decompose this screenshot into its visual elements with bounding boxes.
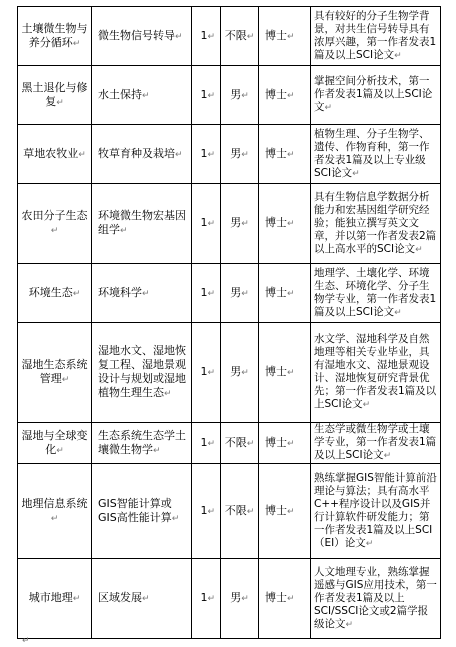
requirement-cell	[311, 66, 441, 125]
paragraph-mark: ↵	[345, 619, 354, 630]
degree-cell	[259, 559, 311, 639]
degree-cell	[259, 464, 311, 559]
paragraph-mark: ↵	[246, 506, 255, 517]
requirement-text: 生态学或微生物学或土壤学专业，第一作者发表1篇及以上SCI论文	[314, 423, 437, 461]
degree-cell	[259, 184, 311, 264]
count-cell	[192, 7, 221, 66]
paragraph-mark: ↵	[241, 288, 249, 299]
paragraph-mark: ↵	[72, 38, 81, 49]
requirement-cell	[311, 559, 441, 639]
paragraph-mark: ↵	[246, 31, 255, 42]
count-text: 1	[200, 216, 208, 229]
paragraph-mark: ↵	[175, 31, 183, 42]
gender-cell	[221, 264, 259, 323]
direction-cell	[92, 323, 192, 423]
requirement-text: 具有生物信息学数据分析能力和宏基因组学研究经验；能独立撰写英文文章，并以第一作者发表2篇以上高水平的SCI论文	[314, 190, 437, 255]
field-cell	[18, 559, 92, 639]
degree-cell	[259, 423, 311, 464]
paragraph-mark: ↵	[72, 594, 81, 604]
paragraph-mark: ↵	[287, 149, 295, 160]
direction-cell	[92, 464, 192, 559]
gender-text: 男	[230, 87, 242, 101]
gender-text: 不限	[224, 435, 247, 449]
requirement-cell	[311, 125, 441, 184]
field-cell	[18, 7, 92, 66]
gender-text: 男	[230, 365, 242, 378]
table-body	[18, 7, 441, 639]
degree-text: 博士	[265, 87, 287, 101]
degree-text: 博士	[265, 216, 287, 229]
requirement-text: 植物生理、分子生物学、遗传、作物育种，第一作者发表1篇及以上专业级SCI论文	[314, 127, 430, 179]
paragraph-mark: ↵	[61, 375, 70, 385]
paragraph-mark: ↵	[287, 506, 295, 517]
count-cell	[192, 464, 221, 559]
degree-cell	[259, 66, 311, 125]
count-text: 1	[200, 285, 208, 299]
degree-text: 博士	[265, 146, 287, 160]
gender-text: 男	[230, 216, 242, 229]
requirement-cell	[311, 264, 441, 323]
count-cell	[192, 323, 221, 423]
direction-cell	[92, 66, 192, 125]
paragraph-mark: ↵	[175, 149, 183, 160]
degree-text: 博士	[265, 435, 287, 449]
paragraph-mark: ↵	[207, 438, 215, 449]
gender-cell	[221, 125, 259, 184]
paragraph-mark: ↵	[287, 219, 295, 229]
direction-cell	[92, 559, 192, 639]
paragraph-mark: ↵	[287, 90, 295, 101]
requirement-cell	[311, 184, 441, 264]
paragraph-mark: ↵	[72, 288, 81, 299]
degree-cell	[259, 125, 311, 184]
degree-cell	[259, 264, 311, 323]
field-text: 环境生态	[28, 285, 73, 299]
requirement-text: 掌握空间分析技术，第一作者发表1篇及以上SCI论文	[314, 75, 433, 113]
gender-cell	[221, 323, 259, 423]
table-row	[18, 423, 441, 464]
paragraph-mark: ↵	[394, 50, 402, 61]
table-row	[18, 125, 441, 184]
gender-cell	[221, 423, 259, 464]
requirement-cell	[311, 323, 441, 423]
field-cell	[18, 464, 92, 559]
requirement-text: 熟练掌握GIS智能计算前沿理论与算法；具有高水平C++程序设计以及GIS并行计算软件研发能力；第一作者发表1篇及以上SCI（EI）论文	[314, 471, 437, 549]
paragraph-mark: ↵	[207, 288, 215, 299]
gender-text: 不限	[224, 503, 247, 517]
paragraph-mark: ↵	[142, 288, 150, 299]
direction-cell	[92, 184, 192, 264]
requirement-cell	[311, 423, 441, 464]
direction-text: 生态系统生态学土壤微生物学	[98, 428, 186, 456]
field-text: 地理信息系统	[21, 496, 88, 510]
paragraph-mark: ↵	[394, 307, 402, 318]
count-text: 1	[200, 365, 208, 378]
gender-text: 不限	[224, 28, 247, 42]
paragraph-mark: ↵	[153, 445, 161, 456]
direction-text: 区域发展	[98, 591, 142, 604]
field-cell	[18, 264, 92, 323]
requirement-cell	[311, 464, 441, 559]
paragraph-mark: ↵	[287, 288, 295, 299]
field-text: 草地农牧业	[23, 146, 79, 160]
degree-text: 博士	[265, 591, 287, 604]
paragraph-mark: ↵	[415, 244, 423, 255]
paragraph-mark: ↵	[287, 438, 295, 449]
gender-cell	[221, 559, 259, 639]
paragraph-mark: ↵	[241, 594, 249, 604]
table-row	[18, 559, 441, 639]
count-text: 1	[200, 591, 208, 604]
paragraph-mark: ↵	[207, 31, 215, 42]
table-row	[18, 264, 441, 323]
count-text: 1	[200, 435, 208, 449]
paragraph-mark: ↵	[207, 594, 215, 604]
direction-cell	[92, 125, 192, 184]
paragraph-mark: ↵	[241, 90, 249, 101]
direction-cell	[92, 7, 192, 66]
direction-text: 环境科学	[98, 285, 142, 299]
recruitment-table	[17, 6, 441, 639]
count-cell	[192, 423, 221, 464]
field-text: 黑土退化与修复	[21, 80, 88, 108]
paragraph-mark: ↵	[287, 368, 295, 378]
paragraph-mark: ↵	[164, 389, 172, 399]
table-row	[18, 464, 441, 559]
degree-text: 博士	[265, 28, 287, 42]
paragraph-mark: ↵	[142, 90, 150, 101]
direction-text: 微生物信号转导	[98, 28, 175, 42]
direction-text: 环境微生物宏基因组学	[98, 209, 186, 236]
table-row	[18, 184, 441, 264]
paragraph-mark: ↵	[78, 149, 86, 160]
count-text: 1	[200, 87, 208, 101]
paragraph-mark: ↵	[207, 219, 215, 229]
paragraph-mark: ↵	[207, 149, 215, 160]
requirement-text: 具有较好的分子生物学背景，对共生信号转导具有浓厚兴趣，第一作者发表1篇及以上SCI论文	[314, 9, 437, 61]
direction-cell	[92, 423, 192, 464]
count-cell	[192, 66, 221, 125]
paragraph-mark: ↵	[22, 636, 30, 646]
direction-text: 牧草育种及栽培	[98, 146, 175, 160]
degree-text: 博士	[265, 503, 287, 517]
field-text: 湿地与全球变化	[21, 428, 88, 456]
requirement-text: 水文学、湿地科学及自然地理等相关专业毕业，具有湿地水文、湿地景观设计、湿地恢复研究背景优先；第一作者发表1篇及以上SCI论文	[314, 333, 437, 410]
gender-cell	[221, 464, 259, 559]
gender-text: 男	[230, 285, 242, 299]
degree-cell	[259, 7, 311, 66]
direction-text: 湿地水文、湿地恢复工程、湿地景观设计与规划或湿地植物生理生态	[98, 344, 186, 399]
table-row	[18, 7, 441, 66]
paragraph-mark: ↵	[56, 97, 64, 108]
count-text: 1	[200, 146, 208, 160]
field-cell	[18, 423, 92, 464]
paragraph-mark: ↵	[171, 513, 180, 524]
direction-cell	[92, 264, 192, 323]
paragraph-mark: ↵	[287, 31, 295, 42]
direction-text: 水土保持	[98, 87, 142, 101]
paragraph-mark: ↵	[241, 219, 249, 229]
field-text: 农田分子生态	[21, 209, 88, 222]
paragraph-mark: ↵	[142, 594, 150, 604]
field-text: 土壤微生物与养分循环	[21, 21, 88, 49]
degree-text: 博士	[265, 365, 287, 378]
field-cell	[18, 323, 92, 423]
paragraph-mark: ↵	[365, 538, 374, 549]
paragraph-mark: ↵	[207, 368, 215, 378]
table-row	[18, 66, 441, 125]
gender-cell	[221, 184, 259, 264]
count-text: 1	[200, 503, 208, 517]
paragraph-mark: ↵	[120, 226, 128, 236]
paragraph-mark: ↵	[50, 226, 59, 236]
count-cell	[192, 559, 221, 639]
gender-text: 男	[230, 146, 242, 160]
paragraph-mark: ↵	[352, 168, 360, 179]
field-text: 城市地理	[28, 591, 73, 604]
paragraph-mark: ↵	[324, 103, 333, 113]
count-cell	[192, 125, 221, 184]
count-text: 1	[200, 28, 208, 42]
paragraph-mark: ↵	[362, 400, 371, 410]
requirement-cell	[311, 7, 441, 66]
paragraph-mark: ↵	[246, 438, 255, 449]
direction-text: GIS智能计算或GIS高性能计算	[98, 496, 172, 524]
paragraph-mark: ↵	[207, 90, 215, 101]
table-row	[18, 323, 441, 423]
requirement-text: 人文地理专业，熟练掌握遥感与GIS应用技术，第一作者发表1篇及以上SCI/SSCI论文或2篇学报级论文	[314, 565, 437, 630]
count-cell	[192, 184, 221, 264]
gender-cell	[221, 7, 259, 66]
field-cell	[18, 184, 92, 264]
field-text: 湿地生态系统管理	[21, 358, 88, 385]
paragraph-mark: ↵	[50, 513, 59, 524]
paragraph-mark: ↵	[383, 451, 392, 461]
gender-cell	[221, 66, 259, 125]
paragraph-mark: ↵	[207, 506, 215, 517]
paragraph-mark: ↵	[287, 594, 295, 604]
paragraph-mark: ↵	[56, 445, 64, 456]
degree-text: 博士	[265, 285, 287, 299]
field-cell	[18, 125, 92, 184]
count-cell	[192, 264, 221, 323]
degree-cell	[259, 323, 311, 423]
gender-text: 男	[230, 591, 242, 604]
field-cell	[18, 66, 92, 125]
paragraph-mark: ↵	[241, 149, 249, 160]
requirement-text: 地理学、土壤化学、环境生态、环境化学、分子生物学专业，第一作者发表1篇及以上SCI论文	[314, 266, 437, 318]
paragraph-mark: ↵	[241, 368, 249, 378]
